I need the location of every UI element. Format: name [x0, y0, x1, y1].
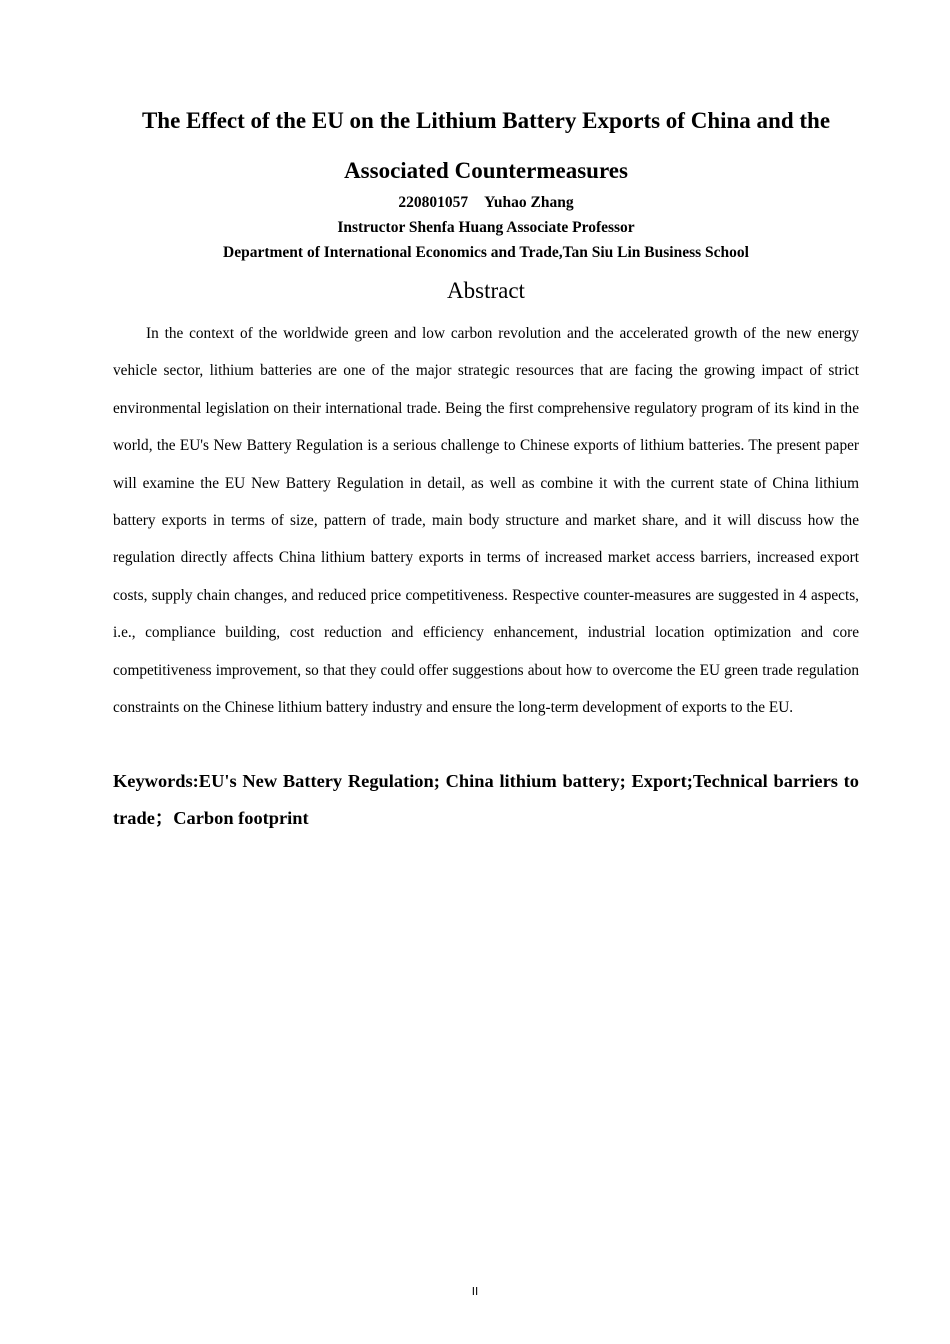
student-id: 220801057	[398, 194, 469, 211]
keywords-line: Keywords:EU's New Battery Regulation; China lithium battery; Export;Technical barriers to trade；Carbon footprint	[113, 771, 859, 829]
page-number: II	[471, 1285, 479, 1298]
department-line: Department of International Economics and Trade,Tan Siu Lin Business School	[223, 244, 749, 261]
instructor-line: Instructor Shenfa Huang Associate Professor	[337, 219, 635, 236]
author-name: Yuhao Zhang	[484, 194, 574, 211]
author-line	[113, 193, 859, 213]
abstract-body: In the context of the worldwide green and low carbon revolution and the accelerated growth of the new energy vehicle sector, lithium batteries are one of the major strategic resources that are facing the growing impact of strict environmental legislation on their international trade. Being the first comprehensive regulatory program of its kind in the world, the EU's New Battery Regulation is a serious challenge to Chinese exports of lithium batteries. The present paper will examine the EU New Battery Regulation in detail, as well as combine it with the current state of China lithium battery exports in terms of size, pattern of trade, main body structure and market share, and it will discuss how the regulation directly affects China lithium battery exports in terms of increased market access barriers, increased export costs, supply chain changes, and reduced price competitiveness. Respective counter-measures are suggested in 4 aspects, i.e., compliance building, cost reduction and efficiency enhancement, industrial location optimization and core competitiveness improvement, so that they could offer suggestions about how to overcome the EU green trade regulation constraints on the Chinese lithium battery industry and ensure the long-term development of exports to the EU.	[113, 325, 859, 717]
abstract-heading: Abstract	[447, 278, 525, 303]
document-title: The Effect of the EU on the Lithium Battery Exports of China and the Associated Countermeasures	[141, 108, 831, 183]
